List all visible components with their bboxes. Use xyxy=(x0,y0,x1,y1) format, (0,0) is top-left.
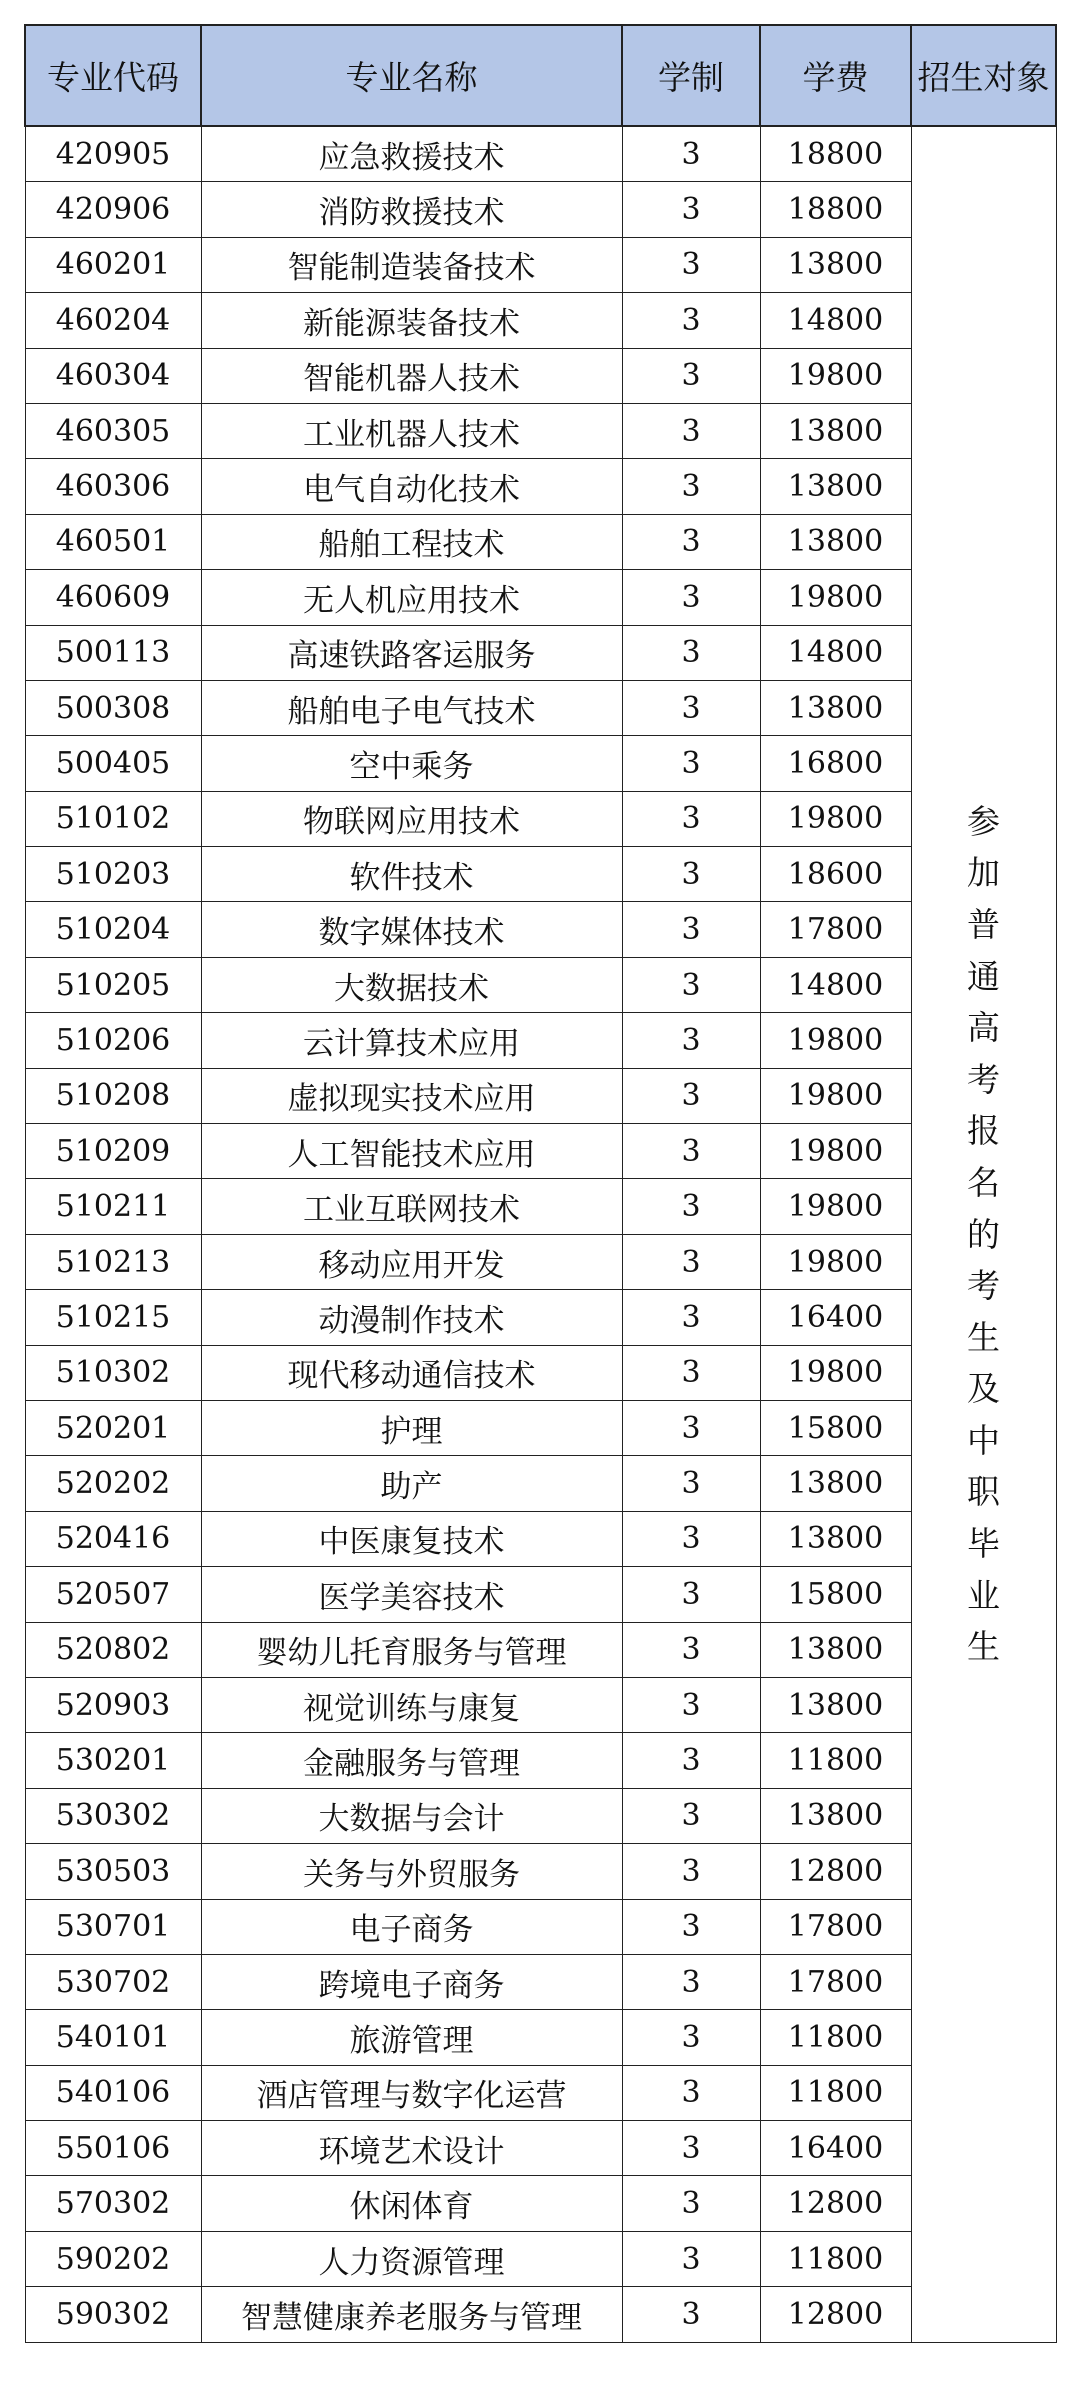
major-name-cell: 休闲体育 xyxy=(201,2176,622,2231)
major-name-cell: 现代移动通信技术 xyxy=(201,1345,622,1400)
major-name-cell: 数字媒体技术 xyxy=(201,902,622,957)
table-row xyxy=(25,126,1056,182)
major-code-cell: 510205 xyxy=(25,957,201,1012)
target-students-text: 参加普通高考报名的考生及中职毕业生 xyxy=(967,801,1000,1667)
duration-cell: 3 xyxy=(622,2010,760,2065)
major-code-cell: 530503 xyxy=(25,1844,201,1899)
major-code-cell: 460201 xyxy=(25,237,201,292)
tuition-cell: 18800 xyxy=(760,126,911,182)
major-code-cell: 550106 xyxy=(25,2121,201,2176)
table-row xyxy=(25,736,1056,791)
duration-cell: 3 xyxy=(622,1622,760,1677)
major-name-cell: 旅游管理 xyxy=(201,2010,622,2065)
duration-cell: 3 xyxy=(622,957,760,1012)
major-code-cell: 530702 xyxy=(25,1954,201,2009)
tuition-cell: 14800 xyxy=(760,625,911,680)
duration-cell: 3 xyxy=(622,902,760,957)
tuition-cell: 12800 xyxy=(760,1844,911,1899)
tuition-cell: 12800 xyxy=(760,2287,911,2342)
duration-cell: 3 xyxy=(622,1013,760,1068)
table-row xyxy=(25,2065,1056,2120)
major-name-cell: 护理 xyxy=(201,1400,622,1455)
tuition-cell: 15800 xyxy=(760,1567,911,1622)
table-row xyxy=(25,293,1056,348)
major-name-cell: 新能源装备技术 xyxy=(201,293,622,348)
table-row xyxy=(25,1124,1056,1179)
major-name-cell: 工业互联网技术 xyxy=(201,1179,622,1234)
tuition-cell: 13800 xyxy=(760,1622,911,1677)
major-code-cell: 590202 xyxy=(25,2231,201,2286)
major-name-cell: 婴幼儿托育服务与管理 xyxy=(201,1622,622,1677)
major-code-cell: 530302 xyxy=(25,1788,201,1843)
major-name-cell: 智能制造装备技术 xyxy=(201,237,622,292)
table-row xyxy=(25,1400,1056,1455)
major-name-cell: 视觉训练与康复 xyxy=(201,1677,622,1732)
table-row xyxy=(25,1234,1056,1289)
duration-cell: 3 xyxy=(622,736,760,791)
major-code-cell: 520802 xyxy=(25,1622,201,1677)
tuition-cell: 19800 xyxy=(760,348,911,403)
duration-cell: 3 xyxy=(622,1068,760,1123)
duration-cell: 3 xyxy=(622,1677,760,1732)
table-body xyxy=(25,126,1056,2342)
major-name-cell: 智慧健康养老服务与管理 xyxy=(201,2287,622,2342)
major-name-cell: 无人机应用技术 xyxy=(201,570,622,625)
major-name-cell: 消防救援技术 xyxy=(201,182,622,237)
major-name-cell: 医学美容技术 xyxy=(201,1567,622,1622)
major-name-cell: 智能机器人技术 xyxy=(201,348,622,403)
tuition-cell: 13800 xyxy=(760,1511,911,1566)
table-row xyxy=(25,514,1056,569)
major-code-cell: 520903 xyxy=(25,1677,201,1732)
major-name-cell: 软件技术 xyxy=(201,847,622,902)
table-row xyxy=(25,957,1056,1012)
tuition-cell: 19800 xyxy=(760,1013,911,1068)
major-code-cell: 520201 xyxy=(25,1400,201,1455)
table-row xyxy=(25,348,1056,403)
table-row xyxy=(25,1677,1056,1732)
table-row xyxy=(25,1013,1056,1068)
table-row xyxy=(25,1345,1056,1400)
duration-cell: 3 xyxy=(622,182,760,237)
major-name-cell: 虚拟现实技术应用 xyxy=(201,1068,622,1123)
tuition-cell: 19800 xyxy=(760,1234,911,1289)
major-name-cell: 船舶电子电气技术 xyxy=(201,680,622,735)
header-major-name: 专业名称 xyxy=(201,25,622,126)
duration-cell: 3 xyxy=(622,625,760,680)
major-name-cell: 跨境电子商务 xyxy=(201,1954,622,2009)
major-code-cell: 520202 xyxy=(25,1456,201,1511)
duration-cell: 3 xyxy=(622,2065,760,2120)
header-duration: 学制 xyxy=(622,25,760,126)
major-name-cell: 云计算技术应用 xyxy=(201,1013,622,1068)
major-code-cell: 510213 xyxy=(25,1234,201,1289)
major-name-cell: 物联网应用技术 xyxy=(201,791,622,846)
table-row xyxy=(25,2231,1056,2286)
duration-cell: 3 xyxy=(622,2287,760,2342)
tuition-cell: 17800 xyxy=(760,902,911,957)
duration-cell: 3 xyxy=(622,459,760,514)
duration-cell: 3 xyxy=(622,1844,760,1899)
major-name-cell: 工业机器人技术 xyxy=(201,403,622,458)
duration-cell: 3 xyxy=(622,348,760,403)
major-name-cell: 电子商务 xyxy=(201,1899,622,1954)
major-name-cell: 动漫制作技术 xyxy=(201,1290,622,1345)
tuition-cell: 13800 xyxy=(760,1677,911,1732)
duration-cell: 3 xyxy=(622,237,760,292)
duration-cell: 3 xyxy=(622,1179,760,1234)
major-name-cell: 电气自动化技术 xyxy=(201,459,622,514)
tuition-cell: 11800 xyxy=(760,2065,911,2120)
tuition-cell: 13800 xyxy=(760,680,911,735)
tuition-cell: 13800 xyxy=(760,1788,911,1843)
tuition-cell: 16400 xyxy=(760,2121,911,2176)
duration-cell: 3 xyxy=(622,293,760,348)
major-name-cell: 中医康复技术 xyxy=(201,1511,622,1566)
major-code-cell: 520416 xyxy=(25,1511,201,1566)
major-code-cell: 510209 xyxy=(25,1124,201,1179)
major-name-cell: 移动应用开发 xyxy=(201,1234,622,1289)
major-code-cell: 520507 xyxy=(25,1567,201,1622)
major-name-cell: 助产 xyxy=(201,1456,622,1511)
major-code-cell: 570302 xyxy=(25,2176,201,2231)
major-code-cell: 460204 xyxy=(25,293,201,348)
table-row xyxy=(25,680,1056,735)
major-name-cell: 环境艺术设计 xyxy=(201,2121,622,2176)
major-code-cell: 590302 xyxy=(25,2287,201,2342)
major-name-cell: 关务与外贸服务 xyxy=(201,1844,622,1899)
table-row xyxy=(25,1068,1056,1123)
table-row xyxy=(25,625,1056,680)
major-name-cell: 酒店管理与数字化运营 xyxy=(201,2065,622,2120)
major-name-cell: 应急救援技术 xyxy=(201,126,622,182)
major-name-cell: 船舶工程技术 xyxy=(201,514,622,569)
duration-cell: 3 xyxy=(622,2176,760,2231)
tuition-cell: 14800 xyxy=(760,293,911,348)
table-row xyxy=(25,902,1056,957)
major-code-cell: 460609 xyxy=(25,570,201,625)
duration-cell: 3 xyxy=(622,1456,760,1511)
tuition-cell: 18800 xyxy=(760,182,911,237)
major-code-cell: 510102 xyxy=(25,791,201,846)
table-row xyxy=(25,1567,1056,1622)
table-row xyxy=(25,1844,1056,1899)
major-name-cell: 人工智能技术应用 xyxy=(201,1124,622,1179)
major-code-cell: 510208 xyxy=(25,1068,201,1123)
table-row xyxy=(25,1179,1056,1234)
duration-cell: 3 xyxy=(622,570,760,625)
table-row xyxy=(25,1899,1056,1954)
target-students-cell xyxy=(911,126,1056,2342)
duration-cell: 3 xyxy=(622,2121,760,2176)
header-tuition: 学费 xyxy=(760,25,911,126)
tuition-cell: 13800 xyxy=(760,459,911,514)
duration-cell: 3 xyxy=(622,1124,760,1179)
tuition-cell: 19800 xyxy=(760,791,911,846)
enrollment-table-container xyxy=(24,24,1055,2343)
table-row xyxy=(25,1511,1056,1566)
table-row xyxy=(25,1954,1056,2009)
duration-cell: 3 xyxy=(622,1290,760,1345)
major-name-cell: 空中乘务 xyxy=(201,736,622,791)
major-code-cell: 420905 xyxy=(25,126,201,182)
tuition-cell: 19800 xyxy=(760,570,911,625)
major-name-cell: 金融服务与管理 xyxy=(201,1733,622,1788)
header-row xyxy=(25,25,1056,126)
table-row xyxy=(25,2121,1056,2176)
tuition-cell: 13800 xyxy=(760,514,911,569)
major-code-cell: 510215 xyxy=(25,1290,201,1345)
tuition-cell: 19800 xyxy=(760,1124,911,1179)
major-code-cell: 510203 xyxy=(25,847,201,902)
tuition-cell: 13800 xyxy=(760,237,911,292)
major-code-cell: 420906 xyxy=(25,182,201,237)
duration-cell: 3 xyxy=(622,1733,760,1788)
tuition-cell: 19800 xyxy=(760,1179,911,1234)
major-code-cell: 530201 xyxy=(25,1733,201,1788)
duration-cell: 3 xyxy=(622,514,760,569)
table-header xyxy=(25,25,1056,126)
tuition-cell: 16800 xyxy=(760,736,911,791)
tuition-cell: 19800 xyxy=(760,1068,911,1123)
duration-cell: 3 xyxy=(622,1567,760,1622)
tuition-cell: 17800 xyxy=(760,1899,911,1954)
tuition-cell: 11800 xyxy=(760,2010,911,2065)
duration-cell: 3 xyxy=(622,1234,760,1289)
duration-cell: 3 xyxy=(622,2231,760,2286)
table-row xyxy=(25,1622,1056,1677)
major-code-cell: 500308 xyxy=(25,680,201,735)
duration-cell: 3 xyxy=(622,1788,760,1843)
table-row xyxy=(25,237,1056,292)
table-row xyxy=(25,403,1056,458)
tuition-cell: 11800 xyxy=(760,1733,911,1788)
enrollment-table xyxy=(24,24,1057,2343)
table-row xyxy=(25,2287,1056,2342)
duration-cell: 3 xyxy=(622,1345,760,1400)
tuition-cell: 19800 xyxy=(760,1345,911,1400)
major-code-cell: 500113 xyxy=(25,625,201,680)
duration-cell: 3 xyxy=(622,791,760,846)
duration-cell: 3 xyxy=(622,403,760,458)
tuition-cell: 15800 xyxy=(760,1400,911,1455)
major-name-cell: 大数据与会计 xyxy=(201,1788,622,1843)
major-code-cell: 460305 xyxy=(25,403,201,458)
major-code-cell: 510206 xyxy=(25,1013,201,1068)
duration-cell: 3 xyxy=(622,1400,760,1455)
duration-cell: 3 xyxy=(622,1954,760,2009)
table-row xyxy=(25,1788,1056,1843)
major-code-cell: 460306 xyxy=(25,459,201,514)
table-row xyxy=(25,847,1056,902)
major-name-cell: 高速铁路客运服务 xyxy=(201,625,622,680)
duration-cell: 3 xyxy=(622,126,760,182)
major-code-cell: 540106 xyxy=(25,2065,201,2120)
duration-cell: 3 xyxy=(622,1899,760,1954)
tuition-cell: 13800 xyxy=(760,403,911,458)
tuition-cell: 12800 xyxy=(760,2176,911,2231)
duration-cell: 3 xyxy=(622,680,760,735)
tuition-cell: 16400 xyxy=(760,1290,911,1345)
major-code-cell: 500405 xyxy=(25,736,201,791)
table-row xyxy=(25,2176,1056,2231)
tuition-cell: 14800 xyxy=(760,957,911,1012)
table-row xyxy=(25,791,1056,846)
major-name-cell: 人力资源管理 xyxy=(201,2231,622,2286)
table-row xyxy=(25,1733,1056,1788)
major-code-cell: 540101 xyxy=(25,2010,201,2065)
major-code-cell: 530701 xyxy=(25,1899,201,1954)
major-code-cell: 460501 xyxy=(25,514,201,569)
major-name-cell: 大数据技术 xyxy=(201,957,622,1012)
duration-cell: 3 xyxy=(622,847,760,902)
tuition-cell: 17800 xyxy=(760,1954,911,2009)
major-code-cell: 510302 xyxy=(25,1345,201,1400)
major-code-cell: 510211 xyxy=(25,1179,201,1234)
table-row xyxy=(25,2010,1056,2065)
tuition-cell: 18600 xyxy=(760,847,911,902)
tuition-cell: 13800 xyxy=(760,1456,911,1511)
table-row xyxy=(25,1290,1056,1345)
major-code-cell: 460304 xyxy=(25,348,201,403)
header-target-students: 招生对象 xyxy=(911,25,1056,126)
table-row xyxy=(25,459,1056,514)
tuition-cell: 11800 xyxy=(760,2231,911,2286)
major-code-cell: 510204 xyxy=(25,902,201,957)
table-row xyxy=(25,182,1056,237)
duration-cell: 3 xyxy=(622,1511,760,1566)
header-major-code: 专业代码 xyxy=(25,25,201,126)
table-row xyxy=(25,1456,1056,1511)
table-row xyxy=(25,570,1056,625)
